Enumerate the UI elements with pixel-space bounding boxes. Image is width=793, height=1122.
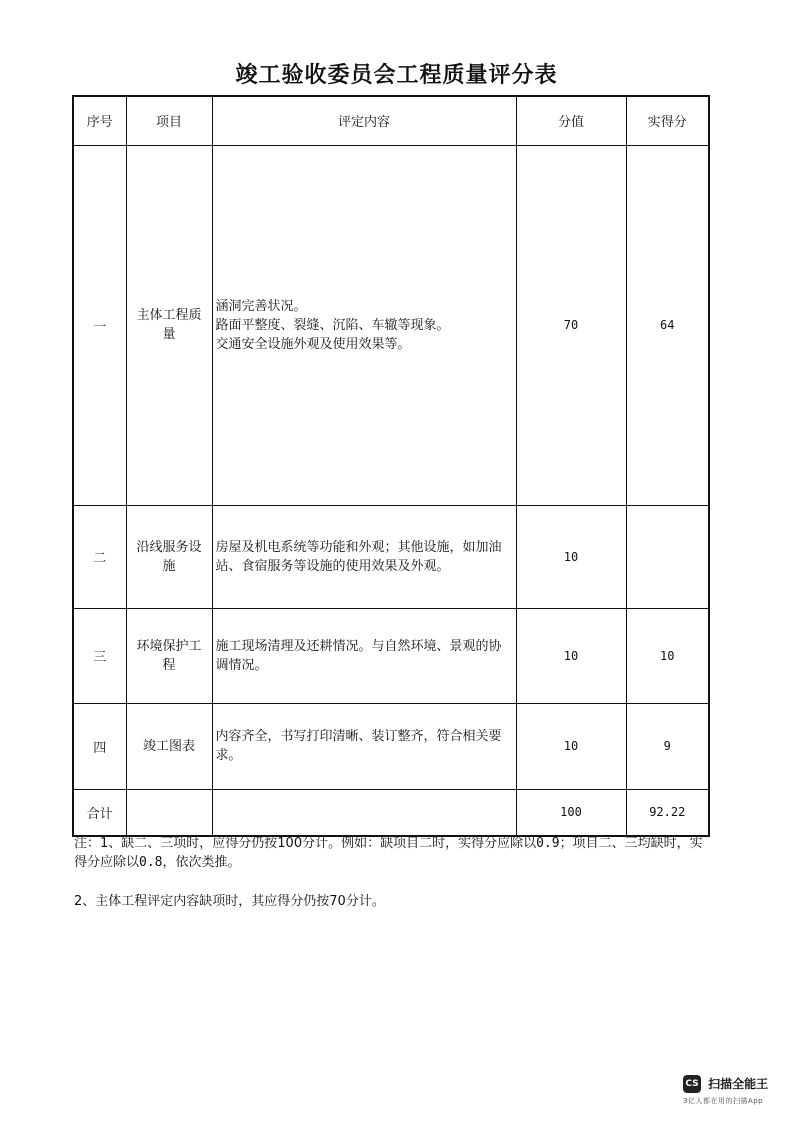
row-no: 三: [73, 608, 126, 703]
table-row: [73, 505, 709, 608]
total-content-empty: [212, 789, 516, 836]
row-item: 主体工程质量: [126, 145, 212, 505]
row-actual: [626, 505, 709, 608]
row-content: [212, 505, 516, 608]
header-no: 序号: [73, 96, 126, 145]
row-item: 环境保护工程: [126, 608, 212, 703]
row-content: [212, 145, 516, 505]
watermark-name: 扫描全能王: [708, 1077, 769, 1091]
notes: [74, 834, 714, 911]
row-content: [212, 703, 516, 789]
row-score: 10: [516, 608, 626, 703]
total-item-empty: [126, 789, 212, 836]
content-line: 房屋及机电系统等功能和外观；其他设施，如加油站、食宿服务等设施的使用效果及外观。: [215, 539, 502, 574]
table-row: [73, 608, 709, 703]
row-item: 沿线服务设施: [126, 505, 212, 608]
row-no: 四: [73, 703, 126, 789]
row-actual: 64: [626, 145, 709, 505]
table-row: [73, 703, 709, 789]
row-actual: 9: [626, 703, 709, 789]
row-actual: 10: [626, 608, 709, 703]
row-no: 二: [73, 505, 126, 608]
row-score: 70: [516, 145, 626, 505]
row-score: 10: [516, 703, 626, 789]
header-content: 评定内容: [212, 96, 516, 145]
row-content: [212, 608, 516, 703]
score-table: [72, 95, 710, 837]
header-score: 分值: [516, 96, 626, 145]
scanner-watermark: [683, 1073, 783, 1106]
content-line: 施工现场清理及还耕情况。与自然环境、景观的协调情况。: [215, 638, 502, 673]
header-item: 项目: [126, 96, 212, 145]
content-line: 交通安全设施外观及使用效果等。: [215, 336, 411, 352]
header-actual: 实得分: [626, 96, 709, 145]
content-line: 涵洞完善状况。: [215, 298, 307, 314]
page-title: 竣工验收委员会工程质量评分表: [235, 63, 558, 88]
camscanner-logo-icon: CS: [683, 1075, 701, 1093]
total-actual: 92.22: [626, 789, 709, 836]
row-score: 10: [516, 505, 626, 608]
content-line: 路面平整度、裂缝、沉陷、车辙等现象。: [215, 317, 450, 333]
note-2: 2、主体工程评定内容缺项时，其应得分仍按70分计。: [74, 894, 385, 909]
table-row: [73, 145, 709, 505]
total-label: 合计: [73, 789, 126, 836]
row-no: 一: [73, 145, 126, 505]
table-header-row: [73, 96, 709, 145]
table-total-row: [73, 789, 709, 836]
note-1: 注：1、缺二、三项时，应得分仍按100分计。例如：缺项目二时，实得分应除以0.9；项目二、三均缺时，实得分应除以0.8，依次类推。: [74, 836, 703, 870]
watermark-tagline: 3亿人都在用的扫描App: [683, 1096, 764, 1105]
row-item: 竣工图表: [126, 703, 212, 789]
total-score: 100: [516, 789, 626, 836]
content-line: 内容齐全，书写打印清晰、装订整齐，符合相关要求。: [215, 729, 502, 763]
